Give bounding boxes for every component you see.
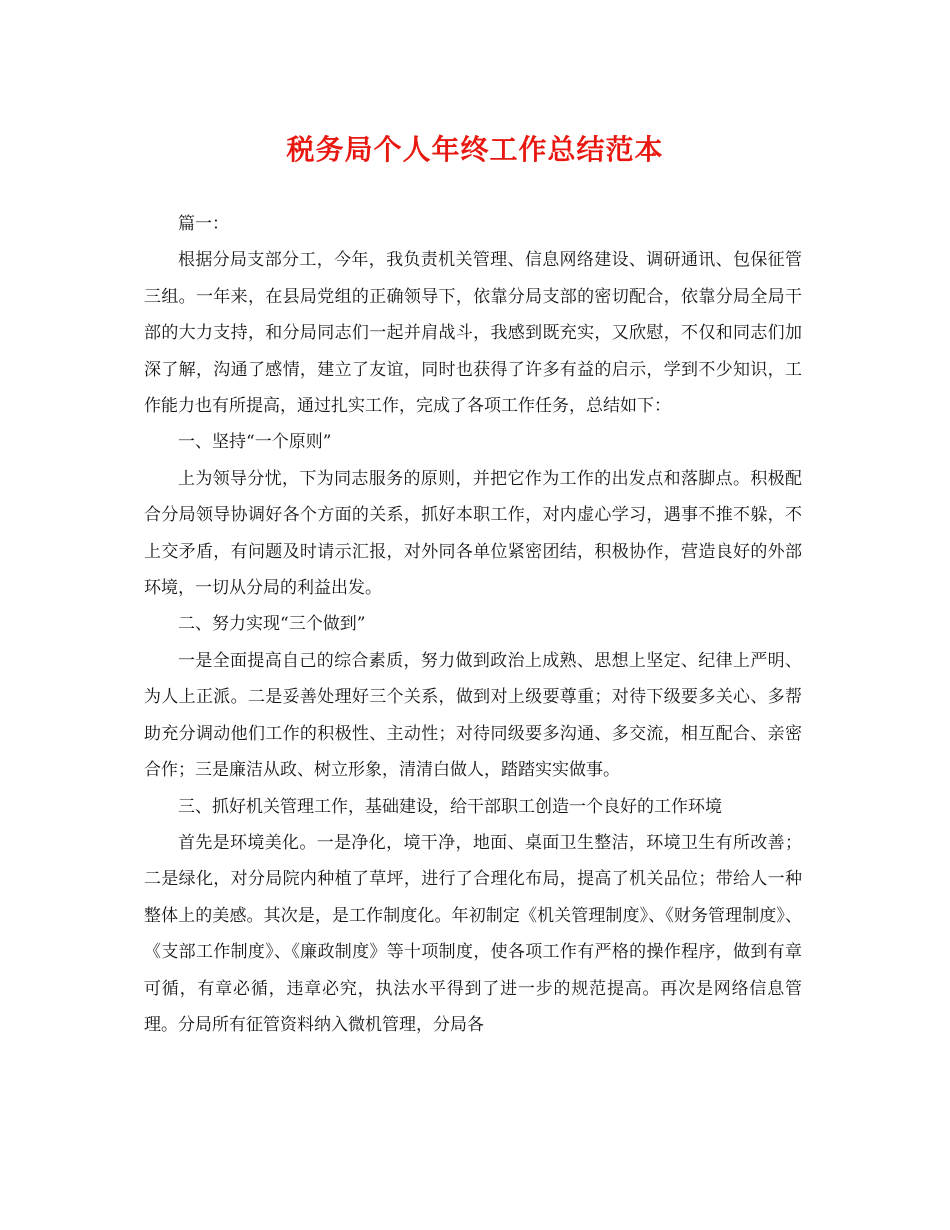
section-heading: 一、坚持“一个原则”	[178, 432, 332, 453]
document-title: 税务局个人年终工作总结范本	[286, 133, 664, 166]
section-heading: 二、努力实现“三个做到”	[178, 614, 366, 635]
body-paragraph: 根据分局支部分工，今年，我负责机关管理、信息网络建设、调研通讯、包保征管三组。一年来，在县局党组的正确领导下，依靠分局支部的密切配合，依靠分局全局干部的大力支持，和分局同志们一起并肩战斗，我感到既充实，又欣慰，不仅和同志们加深了解，沟通了感情，建立了友谊，同时也获得了许多有益的启示，学到不少知识，工作能力也有所提高，通过扎实工作，完成了各项工作任务，总结如下：	[144, 250, 802, 417]
body-paragraph: 一是全面提高自己的综合素质，努力做到政治上成熟、思想上坚定、纪律上严明、为人上正派。二是妥善处理好三个关系，做到对上级要尊重；对待下级要多关心、多帮助充分调动他们工作的积极性、主动性；对待同级要多沟通、多交流，相互配合、亲密合作；三是廉洁从政、树立形象，清清白做人，踏踏实实做事。	[144, 650, 802, 781]
body-paragraph: 上为领导分忧，下为同志服务的原则，并把它作为工作的出发点和落脚点。积极配合分局领导协调好各个方面的关系，抓好本职工作，对内虚心学习，遇事不推不躲，不上交矛盾，有问题及时请示汇报，对外同各单位紧密团结，积极协作，营造良好的外部环境，一切从分局的利益出发。	[144, 468, 802, 599]
section-label: 篇一：	[178, 214, 229, 234]
section-heading: 三、抓好机关管理工作，基础建设，给干部职工创造一个良好的工作环境	[178, 796, 722, 817]
body-paragraph: 首先是环境美化。一是净化，境干净，地面、桌面卫生整洁，环境卫生有所改善；二是绿化，对分局院内种植了草坪，进行了合理化布局，提高了机关品位；带给人一种整体上的美感。其次是，是工作制度化。年初制定《机关管理制度》、《财务管理制度》、《支部工作制度》、《廉政制度》等十项制度，使各项工作有严格的操作程序，做到有章可循，有章必循，违章必究，执法水平得到了进一步的规范提高。再次是网络信息管理。分局所有征管资料纳入微机管理，分局各	[144, 832, 802, 1035]
document-body	[144, 206, 802, 1043]
